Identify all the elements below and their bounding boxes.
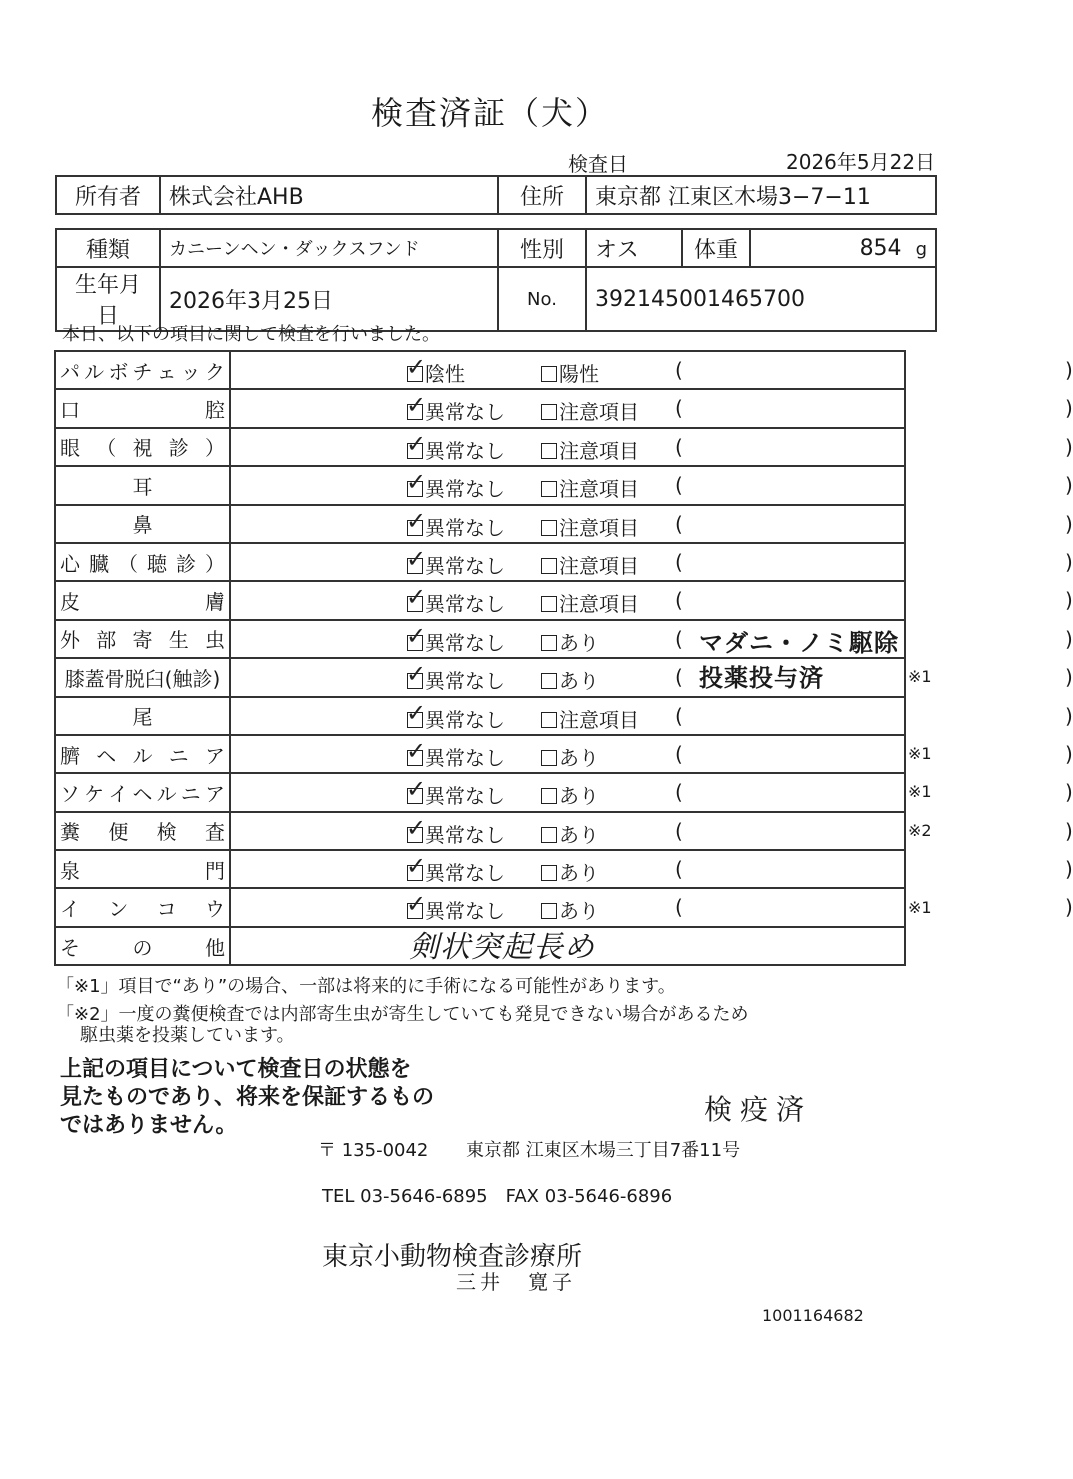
- check-item-label: [55, 735, 230, 773]
- check-item-char: ェ: [156, 359, 177, 384]
- check-item-char: ル: [132, 743, 153, 768]
- dob-label: 生年月日: [56, 267, 160, 331]
- checkbox-icon[interactable]: [541, 366, 557, 382]
- checkbox-icon[interactable]: [406, 660, 427, 689]
- check-item-char: 視: [132, 436, 153, 461]
- option-normal-label: 異常なし: [425, 477, 505, 502]
- paren-close: ): [1065, 741, 1073, 766]
- option-abnormal-label: あり: [559, 669, 599, 694]
- check-item-char: （: [96, 436, 117, 461]
- option-normal-label: 異常なし: [425, 822, 505, 847]
- check-row: [55, 658, 905, 696]
- check-item-char: 寄: [132, 628, 153, 653]
- option-normal-label: 異常なし: [425, 553, 505, 578]
- option-abnormal[interactable]: [541, 665, 599, 694]
- clinic-address: 東京都 江東区木場三丁目7番11号: [466, 1140, 741, 1161]
- checks-table: [54, 350, 1073, 966]
- paren-open: (: [675, 703, 683, 728]
- check-item-char: 臍: [60, 743, 80, 768]
- footnote-mark: ※1: [908, 744, 932, 763]
- check-item-text: [60, 548, 225, 577]
- check-mark-icon: ✓: [406, 468, 427, 497]
- option-abnormal-label: 陽性: [559, 362, 599, 386]
- option-normal[interactable]: [406, 468, 505, 502]
- checkbox-icon[interactable]: [541, 712, 557, 728]
- disclaimer-line3: ではありません。: [60, 1113, 238, 1138]
- footnote-2-line2: 駆虫薬を投薬しています。: [80, 1025, 295, 1046]
- check-item-label: [55, 697, 230, 735]
- check-item-char: ケ: [84, 781, 105, 806]
- option-normal-label: 異常なし: [425, 707, 505, 732]
- sex-label: 性別: [498, 229, 586, 267]
- check-item-text: [60, 740, 225, 769]
- check-item-text: 鼻: [132, 513, 153, 538]
- paren-close: ): [1065, 434, 1073, 459]
- check-result: [230, 466, 1073, 504]
- paren-open: (: [675, 588, 683, 613]
- check-result: [230, 505, 1073, 543]
- paren-open: (: [675, 857, 683, 882]
- option-normal-label: 異常なし: [425, 438, 505, 463]
- weight-label: 体重: [682, 229, 750, 267]
- check-row: [55, 735, 905, 773]
- option-normal-label: 異常なし: [425, 861, 505, 886]
- check-item-text: 尾: [132, 705, 153, 730]
- paren-close: ): [1065, 358, 1073, 382]
- check-item-char: （: [118, 551, 138, 576]
- document-title: 検査済証（犬）: [370, 94, 609, 132]
- check-row: [55, 351, 905, 389]
- other-handwritten-note: 剣状突起長め: [409, 929, 595, 965]
- check-item-label: [55, 505, 230, 543]
- checkbox-icon[interactable]: [541, 558, 557, 574]
- checkbox-icon[interactable]: [541, 481, 557, 497]
- option-abnormal-label: あり: [559, 745, 599, 770]
- check-item-char: ヘ: [132, 781, 153, 806]
- dob-value: 2026年3月25日: [160, 267, 498, 331]
- option-abnormal[interactable]: [541, 473, 639, 502]
- checkbox-icon[interactable]: [406, 506, 427, 536]
- check-item-text: [60, 624, 225, 653]
- check-result: [230, 581, 1073, 619]
- check-result: [230, 773, 1073, 811]
- option-normal-label: 異常なし: [425, 592, 505, 617]
- check-note: マダニ・ノミ駆除投薬投与済: [699, 628, 899, 692]
- check-item-label: [55, 812, 230, 850]
- check-item-char: 虫: [205, 628, 225, 653]
- option-abnormal-label: 注意項目: [559, 477, 639, 502]
- paren-open: (: [675, 626, 683, 651]
- option-abnormal-label: 注意項目: [559, 553, 639, 578]
- checkbox-icon[interactable]: [541, 903, 557, 919]
- option-normal[interactable]: [406, 660, 505, 694]
- address-value: 東京都 江東区木場3−7−11: [586, 176, 936, 214]
- check-item-char: コ: [156, 897, 177, 922]
- check-item-char: 検: [156, 820, 177, 845]
- paren-open: (: [675, 396, 683, 421]
- paren-close: ): [1065, 895, 1073, 920]
- check-item-text: [60, 816, 225, 845]
- option-normal[interactable]: [406, 429, 505, 464]
- owner-label: 所有者: [56, 176, 160, 214]
- check-item-char: イ: [108, 781, 129, 806]
- option-normal[interactable]: [406, 621, 505, 656]
- check-row: [55, 773, 905, 811]
- other-value-cell: [230, 927, 905, 965]
- animal-table: [55, 228, 937, 332]
- checkbox-icon[interactable]: [406, 813, 427, 843]
- check-row: [55, 505, 905, 543]
- option-normal[interactable]: [406, 506, 505, 541]
- check-item-char: イ: [60, 897, 80, 922]
- option-normal[interactable]: [406, 583, 505, 617]
- option-normal[interactable]: [406, 391, 505, 425]
- no-value: 392145001465700: [586, 267, 936, 331]
- check-mark-icon: ✓: [406, 775, 427, 804]
- option-normal[interactable]: [406, 890, 505, 924]
- checkbox-icon[interactable]: [406, 429, 427, 459]
- check-item-text: [60, 893, 225, 922]
- check-row: [55, 620, 905, 658]
- checkbox-icon[interactable]: [406, 621, 427, 651]
- paren-close: ): [1065, 780, 1073, 805]
- check-item-char: 聴: [147, 551, 167, 576]
- check-item-text: [60, 356, 225, 385]
- option-abnormal-label: 注意項目: [559, 592, 639, 617]
- check-result: [230, 620, 1073, 692]
- option-abnormal-label: あり: [559, 899, 599, 924]
- check-item-char: ク: [204, 359, 225, 384]
- check-item-char: 部: [96, 628, 117, 653]
- option-normal[interactable]: [406, 698, 505, 733]
- option-abnormal[interactable]: [541, 358, 599, 387]
- footnote-mark: ※1: [908, 667, 932, 687]
- checkbox-icon[interactable]: [541, 596, 557, 612]
- check-item-char: ボ: [108, 359, 129, 384]
- check-mark-icon: ✓: [406, 544, 427, 573]
- paren-open: (: [675, 549, 683, 574]
- check-item-char: ア: [205, 743, 225, 768]
- option-normal[interactable]: [406, 852, 505, 886]
- check-item-char: チ: [132, 359, 153, 384]
- other-label-char: の: [132, 935, 153, 960]
- option-abnormal-label: 注意項目: [559, 707, 639, 732]
- check-row: [55, 428, 905, 466]
- check-item-char: 皮: [60, 590, 80, 615]
- check-item-char: 査: [204, 820, 225, 845]
- paren-close: ): [1065, 549, 1073, 574]
- check-item-char: 臓: [89, 551, 109, 576]
- check-mark-icon: ✓: [406, 583, 427, 612]
- option-normal[interactable]: [406, 544, 505, 579]
- other-label-char: そ: [60, 935, 80, 960]
- option-abnormal-label: あり: [559, 784, 599, 809]
- check-item-char: ア: [204, 781, 225, 806]
- owner-value: 株式会社AHB: [160, 176, 498, 214]
- option-abnormal-label: 注意項目: [559, 438, 639, 463]
- check-mark-icon: ✓: [406, 429, 427, 458]
- option-normal-label: 異常なし: [425, 515, 505, 540]
- checkbox-icon[interactable]: [406, 736, 427, 766]
- check-row: [55, 850, 905, 888]
- checkbox-icon[interactable]: [406, 583, 427, 612]
- check-item-label: [55, 428, 230, 466]
- footnote-mark: ※2: [908, 820, 932, 840]
- check-item-char: ン: [108, 897, 129, 922]
- checkbox-icon[interactable]: [541, 673, 557, 689]
- quarantine-stamp: 検疫済: [704, 1093, 813, 1126]
- exam-date: 2026年5月22日: [786, 150, 936, 174]
- footnote-1: 「※1」項目で“あり”の場合、一部は将来的に手術になる可能性があります。: [56, 976, 676, 997]
- check-item-char: 口: [60, 398, 80, 423]
- checkbox-icon[interactable]: [406, 468, 427, 497]
- paren-close: ): [1065, 857, 1073, 882]
- paren-open: (: [675, 665, 683, 690]
- paren-close: ): [1065, 473, 1073, 498]
- paren-open: (: [675, 358, 683, 382]
- paren-open: (: [675, 511, 683, 536]
- option-abnormal-label: 注意項目: [559, 515, 639, 540]
- check-item-label: [55, 620, 230, 658]
- paren-open: (: [675, 818, 683, 843]
- check-row: [55, 581, 905, 619]
- option-normal[interactable]: [406, 736, 505, 771]
- checkbox-icon[interactable]: [541, 443, 557, 459]
- option-normal[interactable]: [406, 813, 505, 848]
- paren-close: ): [1065, 626, 1073, 651]
- check-item-char: ヘ: [96, 743, 117, 768]
- option-abnormal-label: 注意項目: [559, 400, 639, 425]
- check-item-label: [55, 351, 230, 389]
- option-normal-label: 異常なし: [425, 899, 505, 924]
- vet-name: 三井 寛子: [456, 1270, 576, 1294]
- check-result: [230, 850, 1073, 888]
- check-item-label: [55, 888, 230, 926]
- option-normal-label: 異常なし: [425, 669, 505, 694]
- checkbox-icon[interactable]: [406, 391, 427, 420]
- check-mark-icon: ✓: [406, 890, 427, 919]
- check-item-char: 便: [108, 820, 129, 845]
- option-abnormal[interactable]: [541, 550, 639, 579]
- check-row: [55, 543, 905, 581]
- check-row: [55, 389, 905, 427]
- check-item-text: 耳: [132, 474, 153, 499]
- option-abnormal[interactable]: [541, 512, 639, 541]
- check-row: [55, 466, 905, 504]
- option-normal[interactable]: [406, 353, 465, 387]
- no-label: No.: [498, 267, 586, 331]
- check-mark-icon: ✓: [406, 391, 427, 420]
- option-abnormal[interactable]: [541, 704, 639, 733]
- check-item-char: 腔: [205, 398, 225, 423]
- check-item-char: 外: [60, 628, 80, 653]
- check-mark-icon: ✓: [406, 813, 427, 842]
- other-label: [55, 927, 230, 965]
- check-item-char: 心: [60, 551, 80, 576]
- exam-date-label: 検査日: [568, 152, 628, 176]
- option-abnormal-label: あり: [559, 822, 599, 847]
- footnote-mark: ※1: [908, 782, 932, 802]
- option-abnormal[interactable]: [541, 396, 639, 425]
- check-item-char: 泉: [60, 858, 80, 883]
- check-row: [55, 812, 905, 850]
- check-item-char: ニ: [168, 743, 189, 768]
- checkbox-icon[interactable]: [406, 353, 427, 382]
- checkbox-icon[interactable]: [406, 544, 427, 574]
- checkbox-icon[interactable]: [541, 788, 557, 804]
- checkbox-icon[interactable]: [541, 404, 557, 420]
- paren-close: ): [1065, 511, 1073, 536]
- check-item-char: ッ: [180, 359, 201, 384]
- check-result: [230, 428, 1073, 466]
- paren-open: (: [675, 434, 683, 459]
- check-mark-icon: ✓: [406, 353, 427, 381]
- check-item-char: 膚: [205, 590, 225, 615]
- check-item-char: ニ: [180, 781, 201, 806]
- check-item-label: [55, 466, 230, 504]
- check-result: [230, 735, 1073, 773]
- weight-cell: [750, 229, 936, 267]
- check-item-char: 診: [176, 551, 196, 576]
- breed-value: カニーンヘン・ダックスフンド: [160, 229, 498, 267]
- check-result: [230, 351, 1073, 389]
- option-normal-label: 異常なし: [425, 745, 505, 770]
- check-mark-icon: ✓: [406, 698, 427, 727]
- check-item-text: [60, 432, 225, 461]
- check-item-label: [55, 773, 230, 811]
- check-item-char: ル: [84, 359, 105, 384]
- option-abnormal[interactable]: [541, 627, 599, 656]
- check-item-char: ル: [156, 781, 177, 806]
- paren-close: ): [1065, 818, 1073, 843]
- option-abnormal[interactable]: [541, 780, 599, 809]
- footnote-2-line1: 「※2」一度の糞便検査では内部寄生虫が寄生していても発見できない場合があるため: [56, 1004, 749, 1025]
- checkbox-icon[interactable]: [541, 865, 557, 881]
- check-mark-icon: ✓: [406, 506, 427, 535]
- other-label-char: 他: [205, 935, 225, 960]
- check-mark-icon: ✓: [406, 736, 427, 765]
- paren-open: (: [675, 895, 683, 920]
- checkbox-icon[interactable]: [406, 775, 427, 804]
- check-item-char: 眼: [60, 436, 80, 461]
- option-abnormal[interactable]: [541, 819, 599, 848]
- paren-close: ): [1065, 703, 1073, 728]
- check-item-text: [60, 586, 225, 615]
- checkbox-icon[interactable]: [406, 852, 427, 881]
- clinic-name: 東京小動物検査診療所: [322, 1242, 583, 1272]
- footnote-mark: ※1: [908, 897, 932, 917]
- check-item-label: [55, 850, 230, 888]
- paren-close: ): [1065, 396, 1073, 421]
- check-item-label: [55, 581, 230, 619]
- paren-open: (: [675, 780, 683, 805]
- option-abnormal[interactable]: [541, 742, 599, 771]
- check-item-char: 生: [168, 628, 189, 653]
- option-normal-label: 異常なし: [425, 400, 505, 425]
- disclaimer-line1: 上記の項目について検査日の状態を: [60, 1057, 412, 1082]
- check-result: [230, 543, 1073, 581]
- option-abnormal[interactable]: [541, 895, 599, 924]
- intro-text: 本日、以下の項目に関して検査を行いました。: [62, 324, 440, 345]
- check-item-char: 診: [168, 436, 189, 461]
- check-item-text: [60, 778, 225, 807]
- check-item-label: [55, 543, 230, 581]
- paren-open: (: [675, 473, 683, 498]
- check-item-label: [55, 658, 230, 696]
- check-item-char: ）: [205, 436, 225, 461]
- check-item-char: 門: [205, 858, 225, 883]
- weight-value: 854: [859, 235, 902, 261]
- address-label: 住所: [498, 176, 586, 214]
- option-abnormal-label: あり: [559, 861, 599, 886]
- check-row: [55, 697, 905, 735]
- option-abnormal[interactable]: [541, 588, 639, 617]
- paren-close: ): [1065, 588, 1073, 613]
- check-mark-icon: ✓: [406, 660, 427, 689]
- check-result: [230, 658, 1073, 696]
- disclaimer-line2: 見たものであり、将来を保証するもの: [60, 1085, 435, 1110]
- checkbox-icon[interactable]: [541, 750, 557, 766]
- checkbox-icon[interactable]: [406, 698, 427, 728]
- check-item-text: [60, 855, 225, 884]
- postal-code: 〒 135-0042: [318, 1140, 429, 1161]
- option-normal[interactable]: [406, 775, 505, 809]
- serial-number: 1001164682: [762, 1306, 864, 1325]
- check-result: [230, 812, 1073, 850]
- check-item-char: ウ: [204, 897, 225, 922]
- check-item-text: [60, 394, 225, 423]
- option-normal-label: 陰性: [425, 362, 465, 386]
- option-normal-label: 異常なし: [425, 630, 505, 655]
- checkbox-icon[interactable]: [541, 635, 557, 651]
- check-item-text: 膝蓋骨脱臼(触診): [64, 666, 221, 691]
- clinic-phone: TEL 03-5646-6895 FAX 03-5646-6896: [322, 1186, 673, 1207]
- checkbox-icon[interactable]: [541, 827, 557, 843]
- other-label-text: [60, 932, 225, 961]
- paren-close: ): [1065, 665, 1073, 690]
- option-normal-label: 異常なし: [425, 784, 505, 809]
- check-item-char: ソ: [60, 781, 80, 806]
- check-result: [230, 389, 1073, 427]
- check-item-char: ）: [205, 551, 225, 576]
- option-abnormal-label: あり: [559, 630, 599, 655]
- check-mark-icon: ✓: [406, 621, 427, 650]
- weight-unit: g: [915, 238, 927, 260]
- sex-value: オス: [586, 229, 682, 267]
- owner-table: [55, 175, 937, 215]
- option-abnormal[interactable]: [541, 435, 639, 464]
- check-result: [230, 697, 1073, 735]
- check-item-char: 糞: [60, 820, 80, 845]
- paren-open: (: [675, 741, 683, 766]
- option-abnormal[interactable]: [541, 857, 599, 886]
- check-mark-icon: ✓: [406, 852, 427, 881]
- other-row: [55, 927, 905, 965]
- checkbox-icon[interactable]: [541, 520, 557, 536]
- breed-label: 種類: [56, 229, 160, 267]
- checkbox-icon[interactable]: [406, 890, 427, 919]
- check-item-label: [55, 389, 230, 427]
- check-item-char: パ: [60, 359, 80, 384]
